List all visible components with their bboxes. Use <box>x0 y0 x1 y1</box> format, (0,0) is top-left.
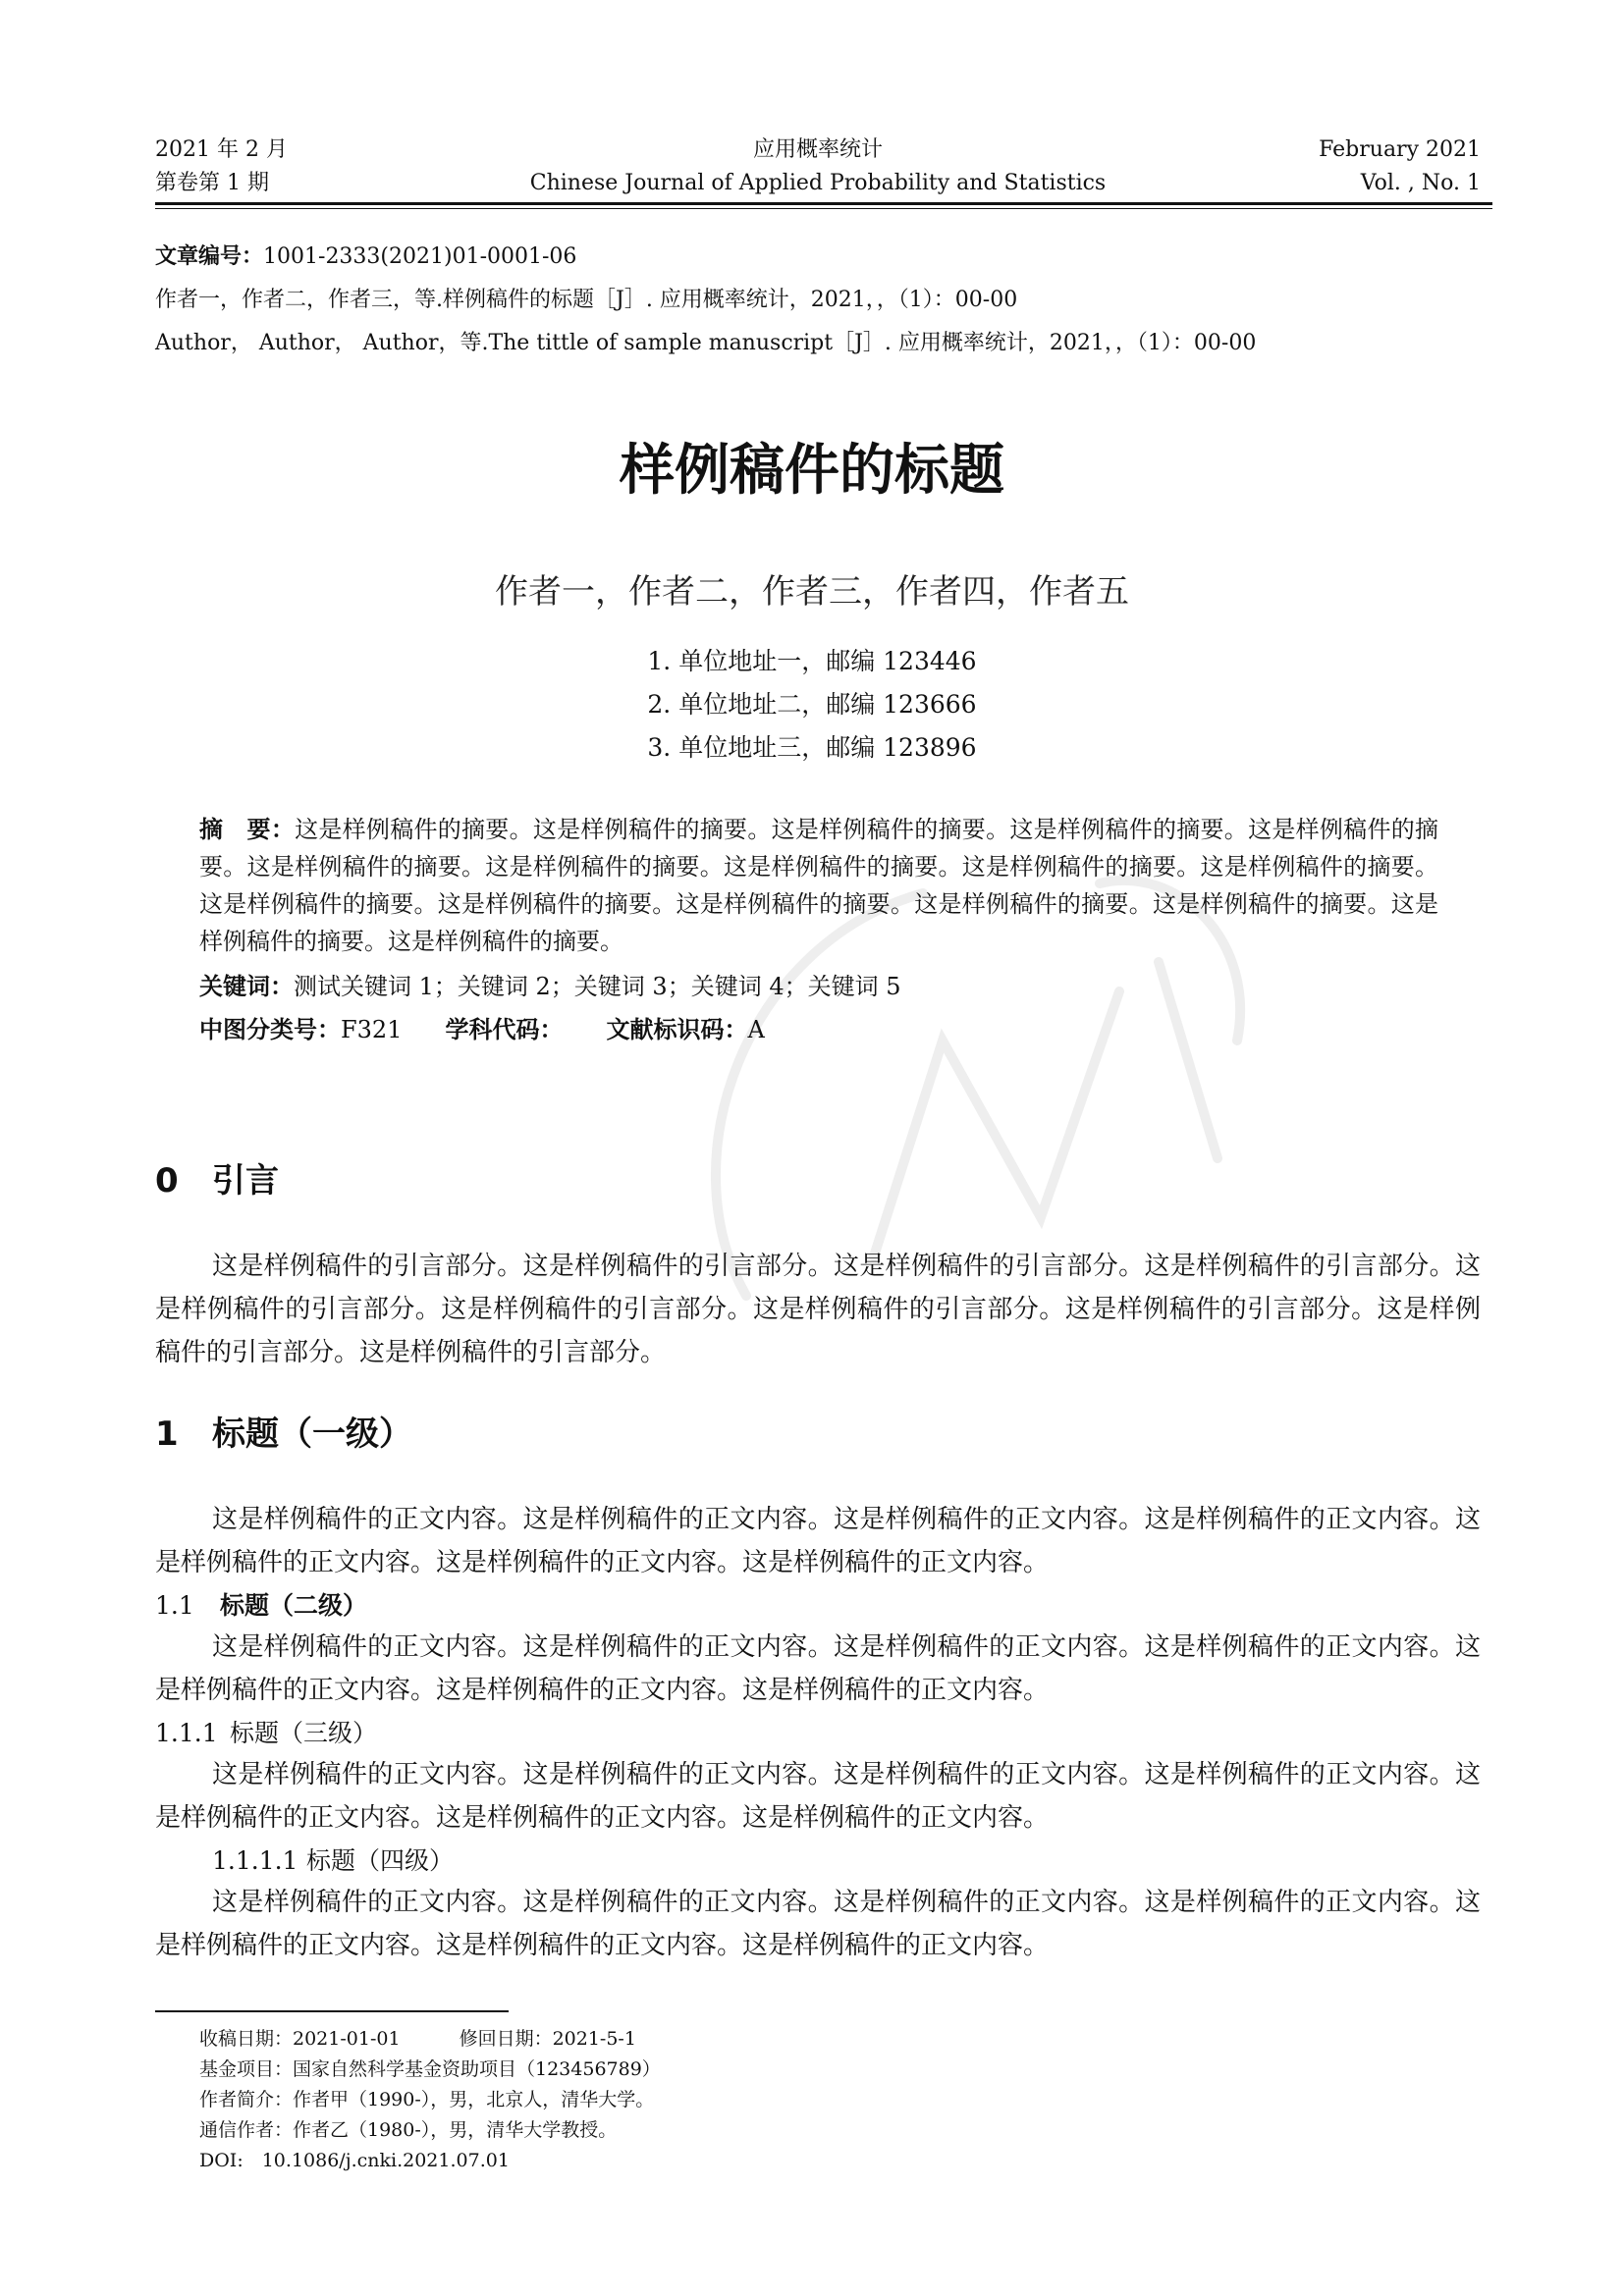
section-number: 1 <box>155 1415 179 1454</box>
affiliation-2: 2. 单位地址二，邮编 123666 <box>647 690 977 719</box>
section-title: 标题（四级） <box>306 1846 455 1875</box>
paragraph-level4: 这是样例稿件的正文内容。这是样例稿件的正文内容。这是样例稿件的正文内容。这是样例稿件的正文内容。这是样例稿件的正文内容。这是样例稿件的正文内容。这是样例稿件的正文内容。 <box>155 1888 1481 1960</box>
article-number <box>155 236 1492 279</box>
footnote-rule <box>155 2010 509 2012</box>
paragraph-level1: 这是样例稿件的正文内容。这是样例稿件的正文内容。这是样例稿件的正文内容。这是样例稿件的正文内容。这是样例稿件的正文内容。这是样例稿件的正文内容。这是样例稿件的正文内容。 <box>155 1505 1481 1577</box>
abstract <box>199 811 1438 960</box>
section-heading-1 <box>155 1410 412 1459</box>
affiliation-3: 3. 单位地址三，邮编 123896 <box>647 733 977 762</box>
section-heading-1-1 <box>155 1586 367 1626</box>
classification <box>199 1011 1438 1048</box>
section-title: 标题（一级） <box>212 1415 412 1454</box>
paragraph-intro: 这是样例稿件的引言部分。这是样例稿件的引言部分。这是样例稿件的引言部分。这是样例稿件的引言部分。这是样例稿件的引言部分。这是样例稿件的引言部分。这是样例稿件的引言部分。这是样例稿件的引言部分。这是样例稿件的引言部分。这是样例稿件的引言部分。 <box>155 1252 1481 1367</box>
received-date: 收稿日期：2021-01-01 <box>199 2028 401 2050</box>
header-center <box>155 133 1481 200</box>
paragraph-level2: 这是样例稿件的正文内容。这是样例稿件的正文内容。这是样例稿件的正文内容。这是样例稿件的正文内容。这是样例稿件的正文内容。这是样例稿件的正文内容。这是样例稿件的正文内容。 <box>155 1632 1481 1705</box>
doc-code-label: 文献标识码： <box>606 1016 748 1043</box>
abstract-label: 摘 要： <box>199 816 296 843</box>
revised-date: 修回日期：2021-5-1 <box>459 2028 636 2050</box>
citation-cn: 作者一，作者二，作者三，等.样例稿件的标题［J］. 应用概率统计，2021，，（1）：00-00 <box>155 288 1018 312</box>
header-right <box>1319 133 1481 200</box>
header-issue-cn: 第卷第 1 期 <box>155 171 269 195</box>
affiliation-1: 1. 单位地址一，邮编 123446 <box>647 647 977 675</box>
section-number: 1.1 <box>155 1591 194 1620</box>
doc-code-value: A <box>747 1016 765 1043</box>
clc-value: F321 <box>341 1016 403 1043</box>
keywords <box>199 968 1438 1005</box>
section-number: 1.1.1 <box>155 1719 218 1747</box>
abstract-text: 这是样例稿件的摘要。这是样例稿件的摘要。这是样例稿件的摘要。这是样例稿件的摘要。这是样例稿件的摘要。这是样例稿件的摘要。这是样例稿件的摘要。这是样例稿件的摘要。这是样例稿件的摘要。这是样例稿件的摘要。这是样例稿件的摘要。这是样例稿件的摘要。这是样例稿件的摘要。这是样例稿件的摘要。这是样例稿件的摘要。这是样例稿件的摘要。这是样例稿件的摘要。 <box>199 816 1439 955</box>
header-date-en: February 2021 <box>1319 137 1481 162</box>
article-number-label: 文章编号： <box>155 244 264 269</box>
footnote-bio: 作者简介：作者甲（1990-），男，北京人，清华大学。 <box>199 2089 655 2110</box>
author-list: 作者一，作者二，作者三，作者四，作者五 <box>495 572 1129 612</box>
footnotes <box>199 2024 1378 2176</box>
section-number: 0 <box>155 1161 179 1201</box>
section-number: 1.1.1.1 <box>212 1846 298 1875</box>
header-journal-cn: 应用概率统计 <box>752 137 883 162</box>
paragraph-level3: 这是样例稿件的正文内容。这是样例稿件的正文内容。这是样例稿件的正文内容。这是样例稿件的正文内容。这是样例稿件的正文内容。这是样例稿件的正文内容。这是样例稿件的正文内容。 <box>155 1760 1481 1833</box>
keywords-text: 测试关键词 1；关键词 2；关键词 3；关键词 4；关键词 5 <box>294 973 901 1000</box>
section-title: 标题（二级） <box>220 1591 368 1620</box>
footnote-fund: 基金项目：国家自然科学基金资助项目（123456789） <box>199 2058 661 2080</box>
affiliations <box>0 640 1624 770</box>
subject-code-label: 学科代码： <box>445 1016 564 1043</box>
section-heading-1-1-1 <box>155 1714 377 1753</box>
section-title: 标题（三级） <box>230 1719 378 1747</box>
section-heading-0 <box>155 1156 279 1205</box>
header-issue-en: Vol. , No. 1 <box>1360 171 1481 195</box>
article-number-value: 1001-2333(2021)01-0001-06 <box>263 244 577 269</box>
section-heading-1-1-1-1 <box>212 1842 454 1881</box>
section-title: 引言 <box>212 1161 279 1201</box>
footnote-corresponding: 通信作者：作者乙（1980-），男，清华大学教授。 <box>199 2119 618 2141</box>
header-rule-thick <box>155 202 1492 205</box>
article-meta <box>155 236 1492 365</box>
footnote-doi: DOI: 10.1086/j.cnki.2021.07.01 <box>199 2150 510 2171</box>
header-rule-thin <box>155 208 1492 209</box>
citation-en: Author， Author， Author，等.The tittle of sample manuscript［J］. 应用概率统计，2021，，（1）：00-00 <box>155 331 1257 355</box>
clc-label: 中图分类号： <box>199 1016 341 1043</box>
footnote-dates <box>199 2024 1378 2055</box>
paper-title: 样例稿件的标题 <box>620 439 1004 503</box>
keywords-label: 关键词： <box>199 973 294 1000</box>
header-date-cn: 2021 年 2 月 <box>155 137 288 162</box>
header-journal-en: Chinese Journal of Applied Probability and Statistics <box>529 171 1107 195</box>
